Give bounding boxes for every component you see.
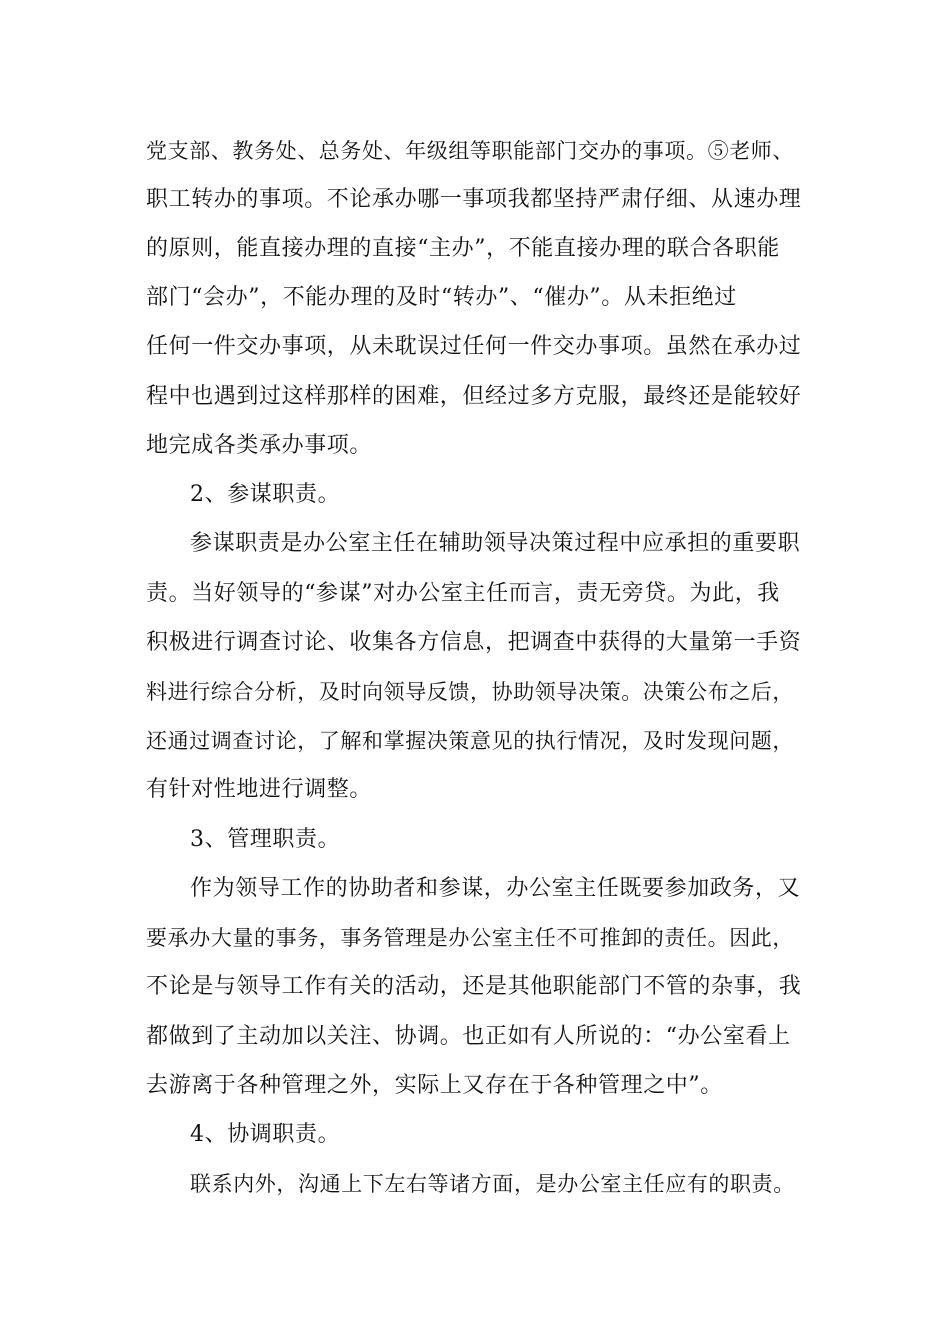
text-line-6: 程中也遇到过这样那样的困难，但经过多方克服，最终还是能较好 bbox=[146, 384, 802, 409]
section-heading-2: 2、参谋职责。 bbox=[190, 482, 341, 507]
text-line-20: 去游离于各种管理之外，实际上又存在于各种管理之中”。 bbox=[146, 1073, 723, 1098]
text-line-18: 不论是与领导工作有关的活动，还是其他职能部门不管的杂事，我 bbox=[146, 974, 802, 999]
text-line-5: 任何一件交办事项，从未耽误过任何一件交办事项。虽然在承办过 bbox=[146, 334, 802, 359]
text-line-22: 联系内外，沟通上下左右等诸方面，是办公室主任应有的职责。 bbox=[190, 1172, 795, 1196]
text-line-1: 党支部、教务处、总务处、年级组等职能部门交办的事项。⑤老师、 bbox=[146, 139, 794, 163]
text-line-11: 积极进行调查讨论、收集各方信息，把调查中获得的大量第一手资 bbox=[146, 630, 802, 655]
section-heading-4: 4、协调职责。 bbox=[190, 1122, 341, 1147]
text-line-3: 的原则，能直接办理的直接“主办”，不能直接办理的联合各职能 bbox=[146, 236, 780, 261]
text-line-19: 都做到了主动加以关注、协调。也正如有人所说的：“办公室看上 bbox=[146, 1024, 791, 1049]
text-line-14: 有针对性地进行调整。 bbox=[146, 777, 373, 802]
text-line-16: 作为领导工作的协助者和参谋，办公室主任既要参加政务，又 bbox=[190, 876, 801, 901]
text-line-12: 料进行综合分析，及时向领导反馈，协助领导决策。决策公布之后， bbox=[146, 680, 794, 704]
text-line-4: 部门“会办”，不能办理的及时“转办”、“催办”。从未拒绝过 bbox=[146, 285, 737, 310]
text-line-9: 参谋职责是办公室主任在辅助领导决策过程中应承担的重要职 bbox=[190, 531, 801, 556]
text-line-13: 还通过调查讨论，了解和掌握决策意见的执行情况，及时发现问题， bbox=[146, 729, 794, 753]
text-line-17: 要承办大量的事务，事务管理是办公室主任不可推卸的责任。因此， bbox=[146, 926, 794, 950]
text-line-10: 责。当好领导的“参谋”对办公室主任而言，责无旁贷。为此，我 bbox=[146, 581, 780, 606]
text-line-2: 职工转办的事项。不论承办哪一事项我都坚持严肃仔细、从速办理 bbox=[146, 187, 802, 212]
text-line-7: 地完成各类承办事项。 bbox=[146, 433, 373, 458]
section-heading-3: 3、管理职责。 bbox=[190, 827, 341, 852]
